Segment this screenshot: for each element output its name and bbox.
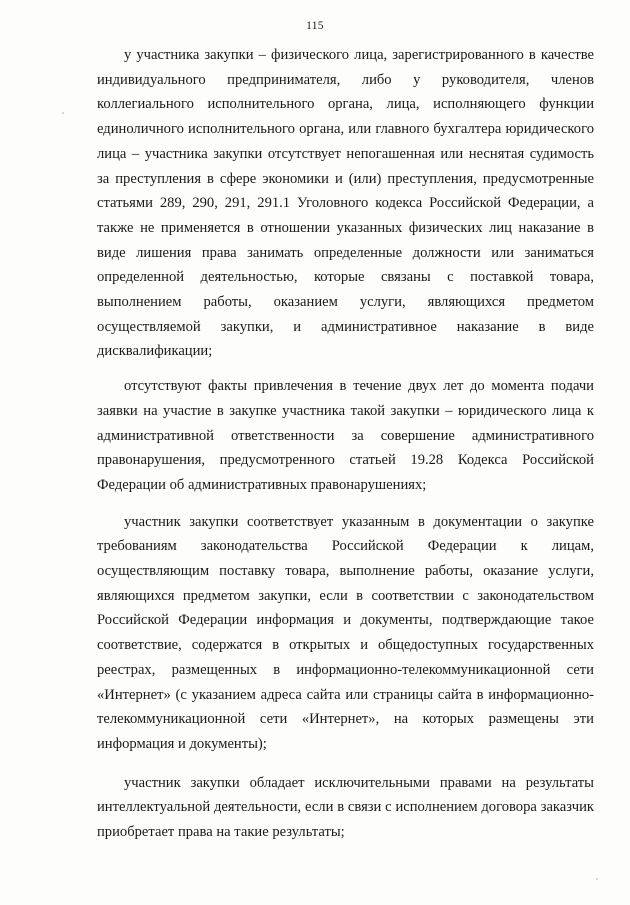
page-number: 115 [306,20,324,32]
paragraph-criminal-record: у участника закупки – физического лица, зарегистрированного в качестве индивидуального предпринимателя, либо у руководителя, членов коллегиального исполнительного органа, лица, исполняющего функции единоличного исполнительного органа, или главного бухгалтера юридического лица – участника закупки отсутствует непогашенная или неснятая судимость за преступления в сфере экономики и (или) преступления, предусмотренные статьями 289, 290, 291, 291.1 Уголовного кодекса Российской Федерации, а также не применяется в отношении указанных физических лиц наказание в виде лишения права занимать определенные должности или заниматься определенной деятельностью, которые связаны с поставкой товара, выполнением работы, оказанием услуги, являющихся предметом осуществляемой закупки, и административное наказание в виде дисквалификации; [97,47,594,360]
scan-speck [62,112,64,114]
paragraph-administrative-liability: отсутствуют факты привлечения в течение двух лет до момента подачи заявки на участие в закупке участника такой закупки – юридического лица к административной ответственности за совершение административного правонарушения, предусмотренного статьей 19.28 Кодекса Российской Федерации об административных правонарушениях; [97,378,594,493]
paragraph-legislation-compliance: участник закупки соответствует указанным в документации о закупке требованиям законодательства Российской Федерации к лицам, осуществляющим поставку товара, выполнение работы, оказание услуги, являющихся предметом закупки, если в соответствии с законодательством Российской Федерации информация и документы, подтверждающие такое соответствие, содержатся в открытых и общедоступных государственных реестрах, размещенных в информационно-телекоммуникационной сети «Интернет» (с указанием адреса сайта или страницы сайта в информационно-телекоммуникационной сети «Интернет», на которых размещены эти информация и документы); [97,513,594,752]
document-body [97,43,594,845]
paragraph-exclusive-rights: участник закупки обладает исключительными правами на результаты интеллектуальной деятельности, если в связи с исполнением договора заказчик приобретает права на такие результаты; [97,774,594,841]
scan-speck [596,878,598,880]
